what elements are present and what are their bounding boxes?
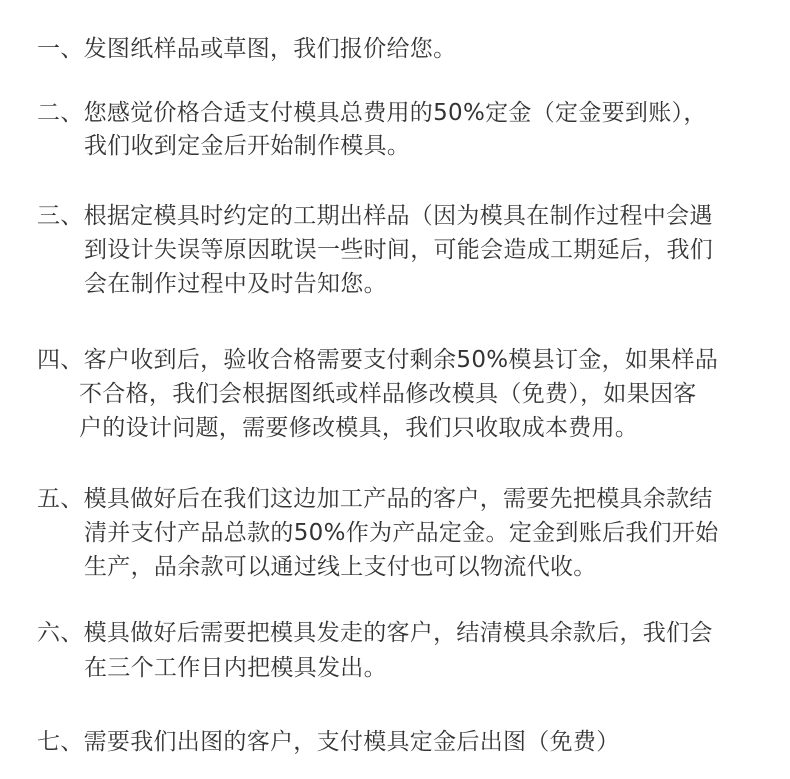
step-5-line-1: 五、模具做好后在我们这边加工产品的客户，需要先把模具余款结 bbox=[37, 486, 713, 512]
step-7-line-1: 七、需要我们出图的客户，支付模具定金后出图（免费） bbox=[37, 729, 620, 755]
step-2 bbox=[37, 98, 777, 162]
step-3-line-1: 三、根据定模具时约定的工期出样品（因为模具在制作过程中会遇 bbox=[37, 203, 713, 229]
step-1 bbox=[37, 34, 777, 65]
step-3-line-3: 会在制作过程中及时告知您。 bbox=[84, 271, 387, 297]
step-2-line-2: 我们收到定金后开始制作模具。 bbox=[84, 133, 411, 159]
step-6-line-1: 六、模具做好后需要把模具发走的客户，结清模具余款后，我们会 bbox=[37, 620, 713, 646]
step-3 bbox=[37, 201, 777, 300]
step-2-line-1: 二、您感觉价格合适支付模具总费用的50%定金（定金要到账）， bbox=[37, 100, 707, 126]
step-5 bbox=[37, 484, 777, 583]
step-4-line-3: 户的设计问题，需要修改模具，我们只收取成本费用。 bbox=[79, 415, 639, 441]
step-6-line-2: 在三个工作日内把模具发出。 bbox=[84, 655, 387, 681]
step-7 bbox=[37, 727, 777, 758]
step-6 bbox=[37, 618, 777, 684]
step-4-line-2: 不合格，我们会根据图纸或样品修改模具（免费），如果因客 bbox=[79, 381, 697, 407]
step-5-line-3: 生产，品余款可以通过线上支付也可以物流代收。 bbox=[84, 554, 597, 580]
step-4-line-1: 四、客户收到后，验收合格需要支付剩余50%模县订金，如果样品 bbox=[37, 347, 719, 373]
step-3-line-2: 到设计失误等原因耽误一些时间，可能会造成工期延后，我们 bbox=[84, 237, 714, 263]
step-4 bbox=[37, 345, 777, 444]
step-5-line-2: 清并支付产品总款的50%作为产品定金。定金到账后我们开始 bbox=[84, 520, 719, 546]
step-1-line-1: 一、发图纸样品或草图，我们报价给您。 bbox=[37, 36, 457, 62]
